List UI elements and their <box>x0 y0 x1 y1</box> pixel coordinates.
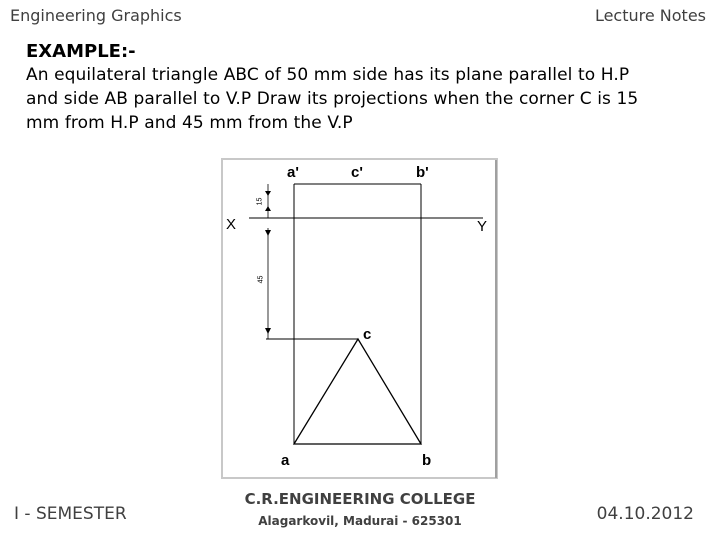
dimension-15-label: 15 <box>256 197 264 206</box>
label-y: Y <box>477 218 488 235</box>
label-b-prime: b' <box>416 164 429 181</box>
figure-frame <box>222 159 497 478</box>
footer-college-block <box>230 490 490 528</box>
example-title: EXAMPLE:- <box>26 41 136 62</box>
projection-drawing <box>221 158 499 480</box>
footer-college-name: C.R.ENGINEERING COLLEGE <box>244 490 476 508</box>
label-a-prime: a' <box>287 164 299 181</box>
example-block <box>26 40 706 135</box>
footer-date: 04.10.2012 <box>596 504 694 524</box>
header-lecture-notes: Lecture Notes <box>594 6 706 25</box>
label-a: a <box>281 452 290 469</box>
label-c-prime: c' <box>351 164 363 181</box>
dimension-45-label: 45 <box>257 275 265 284</box>
header-course-title: Engineering Graphics <box>10 6 182 25</box>
label-x: X <box>226 216 237 233</box>
example-line-1: An equilateral triangle ABC of 50 mm side has its plane parallel to H.P <box>26 65 630 85</box>
projection-figure <box>221 158 499 480</box>
label-c: c <box>363 326 372 343</box>
label-b: b <box>422 452 432 469</box>
footer-college-address: Alagarkovil, Madurai - 625301 <box>258 514 462 528</box>
example-line-3: mm from H.P and 45 mm from the V.P <box>26 113 353 133</box>
footer-semester: I - SEMESTER <box>14 504 127 524</box>
example-line-2: and side AB parallel to V.P Draw its projections when the corner C is 15 <box>26 89 639 109</box>
